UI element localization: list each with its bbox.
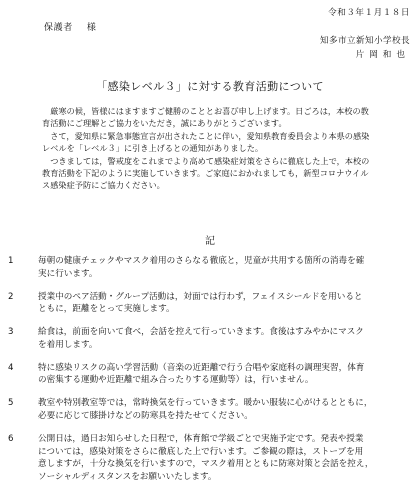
body-text xyxy=(42,105,406,192)
item-line: 公開日は，過日お知らせした日程で，体育館で学級ごとで実施予定です。発表や授業 xyxy=(38,434,364,444)
ki-heading: 記 xyxy=(205,236,215,247)
item-line: については，感染対策をさらに徹底した上で行います。ご参観の際は，ストーブを用 xyxy=(38,446,364,457)
item-line: 毎朝の健康チェックやマスク着用のさらなる徹底と，児童が共用する箇所の消毒を確 xyxy=(38,256,365,266)
item-number: 4 xyxy=(8,362,14,373)
item-text xyxy=(38,362,398,387)
item-line: ともに，距離をとって実施します。 xyxy=(38,304,175,315)
item-number: 3 xyxy=(8,327,14,338)
item-line: 必要に応じて膝掛けなどの防寒具を持たせてください。 xyxy=(38,410,253,421)
item-line: 特に感染リスクの高い学習活動（音楽の近距離で行う合唱や家庭科の調理実習，体育 xyxy=(38,362,365,373)
item-line: 授業中のペア活動・グループ活動は，対面では行わず，フェイスシールドを用いると xyxy=(38,291,363,302)
item-line: を着用します。 xyxy=(38,339,98,350)
item-text xyxy=(38,291,398,316)
document-title: 「感染レベル３」に対する教育活動について xyxy=(96,80,324,93)
item-line: の密集する運動や近距離で組み合ったりする運動等）は，行いません。 xyxy=(38,375,314,386)
item-line: ソーシャルディスタンスをお願いいたします。 xyxy=(38,471,217,482)
body-line: レベルを「レベル３」に引き上げるとの通知がありました。 xyxy=(42,143,264,154)
item-number: 6 xyxy=(8,434,14,444)
body-line: さて，愛知県に緊急事態宣言が出されたことに伴い，愛知県教育委員会より本県の感染 xyxy=(42,130,370,141)
item-number: 5 xyxy=(8,398,14,409)
item-text xyxy=(38,397,398,422)
body-line: つきましては，警戒度をこれまでより高めて感染症対策をさらに徹底した上で，本校の xyxy=(42,155,370,166)
item-number: 2 xyxy=(8,291,14,302)
recipient-honorific: 様 xyxy=(86,23,97,33)
body-line: 厳寒の候，皆様にはますますご健勝のこととお喜び申し上げます。日ごろは，本校の教 xyxy=(42,106,369,116)
item-line: 教室や特別教室等では，常時換気を行っていきます。暖かい服装に心がけるとともに， xyxy=(38,398,373,409)
body-line: 育活動にご理解とご協力をいただき，誠にありがとうございます。 xyxy=(42,118,287,129)
item-line: 実に行います。 xyxy=(38,268,98,279)
item-text xyxy=(38,326,398,351)
item-line: 意しますが，十分な換気を行いますので，マスク着用とともに防寒対策と会話を控え， xyxy=(38,459,374,470)
sender-name: 片岡和也 xyxy=(355,50,410,60)
sender-organization: 知多市立新知小学校長 xyxy=(320,36,410,46)
recipient-name: 保護者 xyxy=(44,23,73,33)
body-line: ス感染症予防にご協力ください。 xyxy=(42,180,165,191)
item-number: 1 xyxy=(8,256,14,266)
item-line: 給食は，前面を向いて食べ，会話を控えて行っていきます。食後はすみやかにマスク xyxy=(38,327,364,338)
item-text xyxy=(38,433,398,483)
body-line: 教育活動を下記のように実施していきます。ご家庭におかれましても，新型コロナウイル xyxy=(42,168,369,179)
document-date: 令和３年１月１８日 xyxy=(328,8,410,18)
recipient xyxy=(44,20,96,33)
item-text xyxy=(38,255,398,280)
